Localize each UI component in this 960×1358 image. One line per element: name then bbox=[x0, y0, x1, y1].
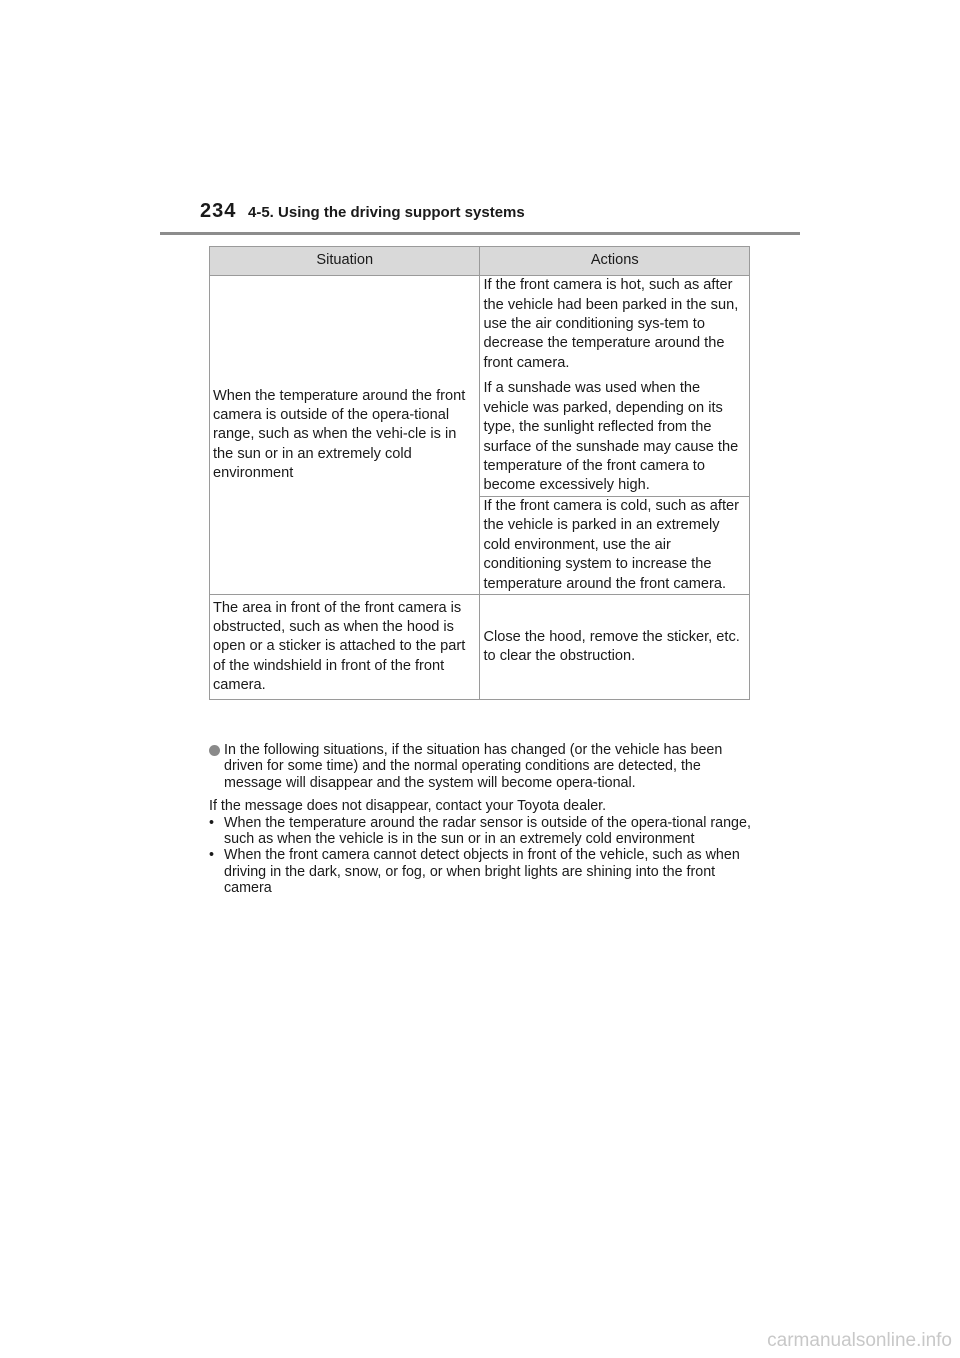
contact-dealer-text: If the message does not disappear, contact your Toyota dealer. bbox=[209, 798, 607, 815]
list-marker: • bbox=[209, 847, 215, 864]
action-cell-cold bbox=[480, 497, 750, 595]
note-bullet bbox=[209, 742, 754, 791]
action-text: If the front camera is hot, such as after the vehicle had been parked in the sun, use the air conditioning sys-tem to decrease the temperature around the front camera. bbox=[483, 277, 739, 371]
condition-list bbox=[209, 815, 754, 897]
action-text: If the front camera is cold, such as after the vehicle is parked in an extremely cold environment, use the air conditioning system to increase the temperature around the front camera. bbox=[483, 498, 739, 592]
action-cell-hot bbox=[480, 276, 750, 497]
page-number: 234 bbox=[200, 200, 237, 222]
section-title: 4-5. Using the driving support systems bbox=[248, 204, 525, 221]
list-item bbox=[209, 815, 754, 848]
notes-section bbox=[209, 742, 754, 897]
table-row bbox=[210, 276, 750, 497]
column-header-situation: Situation bbox=[210, 247, 480, 276]
situation-cell-temperature: When the temperature around the front camera is outside of the opera-tional range, such as when the vehi-cle is in the sun or in an extremely cold environment bbox=[210, 276, 480, 595]
note-text: In the following situations, if the situation has changed (or the vehicle has been driven for some time) and the normal operating conditions are detected, the message will disappear and the system will become opera-tional. bbox=[224, 742, 723, 791]
situations-table bbox=[209, 246, 750, 700]
header-divider bbox=[160, 232, 800, 235]
page-header bbox=[200, 200, 525, 232]
action-text: If a sunshade was used when the vehicle was parked, depending on its type, the sunlight reflected from the surface of the sunshade may cause the temperature of the front camera to become excessively high. bbox=[483, 380, 739, 494]
circle-bullet-icon bbox=[209, 745, 220, 756]
list-item-text: When the front camera cannot detect objects in front of the vehicle, such as when driving in the dark, snow, or fog, or when bright lights are shining into the front camera bbox=[224, 847, 740, 897]
action-text: Close the hood, remove the sticker, etc. to clear the obstruction. bbox=[483, 628, 740, 665]
table-header-row bbox=[210, 247, 750, 276]
action-cell-obstruction bbox=[480, 595, 750, 700]
list-marker: • bbox=[209, 814, 215, 831]
situation-cell-obstructed: The area in front of the front camera is obstructed, such as when the hood is open or a sticker is attached to the part of the windshield in front of the front camera. bbox=[210, 595, 480, 700]
list-item-text: When the temperature around the radar sensor is outside of the opera-tional range, such as when the vehicle is in the sun or in an extremely cold environment bbox=[224, 814, 751, 848]
column-header-actions: Actions bbox=[480, 247, 750, 276]
table-row bbox=[210, 595, 750, 700]
site-watermark: carmanualsonline.info bbox=[767, 1330, 952, 1351]
list-item bbox=[209, 847, 754, 896]
